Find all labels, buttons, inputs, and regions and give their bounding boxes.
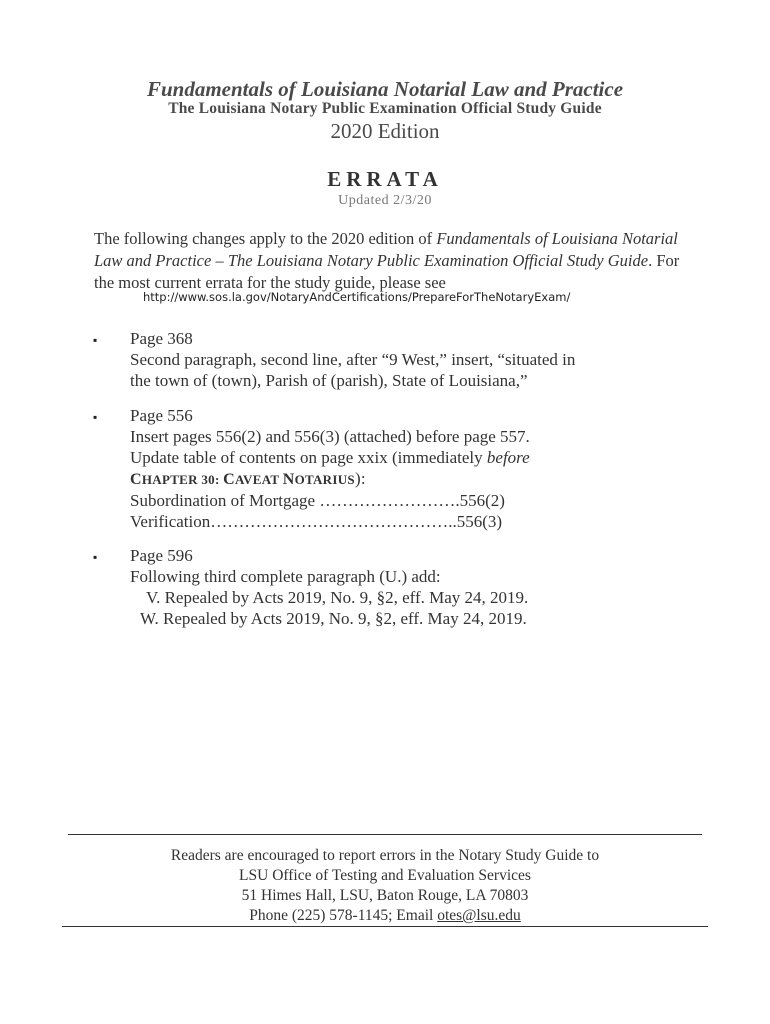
item-line-prefix: Update table of contents on page xxix (immediately	[130, 448, 487, 467]
toc-entry: Subordination of Mortgage …………………….556(2)	[130, 491, 505, 510]
errata-item-page-596	[130, 545, 528, 629]
footer-line: Phone (225) 578-1145; Email otes@lsu.edu	[249, 907, 521, 924]
item-line: Second paragraph, second line, after “9 West,” insert, “situated in	[130, 350, 576, 369]
updated-date: Updated 2/3/20	[338, 193, 432, 208]
errata-item-page-556	[130, 405, 530, 532]
footer-notice	[0, 846, 770, 926]
item-page-label: Page 368	[130, 329, 193, 348]
intro-book-title: Fundamentals of Louisiana Notarial Law and Practice – The Louisiana Notary Public Examination Official Study Guide	[94, 229, 678, 270]
edition-label: 2020 Edition	[330, 119, 440, 143]
errata-url-link[interactable]: http://www.sos.la.gov/NotaryAndCertifications/PrepareForTheNotaryExam/	[143, 290, 571, 304]
chapter-heading: CHAPTER 30: CAVEAT NOTARIUS):	[130, 469, 366, 488]
bullet-icon: ▪	[93, 550, 98, 564]
intro-suffix: . For the most current errata for the study guide, please see	[94, 251, 680, 292]
footer-line: Readers are encouraged to report errors in the Notary Study Guide to	[170, 847, 600, 864]
item-line: W. Repealed by Acts 2019, No. 9, §2, eff. May 24, 2019.	[140, 609, 527, 628]
item-page-label: Page 556	[130, 406, 193, 425]
footer-divider	[68, 834, 702, 835]
footer-bottom-divider	[62, 926, 708, 927]
footer-line: LSU Office of Testing and Evaluation Services	[239, 867, 531, 884]
item-line-emphasis: before	[486, 448, 530, 467]
item-line: Insert pages 556(2) and 556(3) (attached) before page 557.	[130, 427, 530, 446]
toc-entry: Verification……………………………………..556(3)	[130, 512, 503, 531]
bullet-icon: ▪	[93, 333, 98, 347]
errata-heading: ERRATA	[327, 167, 443, 191]
document-title: Fundamentals of Louisiana Notarial Law and Practice	[146, 77, 624, 101]
item-page-label: Page 596	[130, 546, 193, 565]
item-line: V. Repealed by Acts 2019, No. 9, §2, eff. May 24, 2019.	[146, 588, 529, 607]
intro-prefix: The following changes apply to the 2020 edition of	[94, 229, 437, 248]
email-link[interactable]: otes@lsu.edu	[437, 907, 521, 924]
intro-paragraph	[94, 228, 694, 294]
item-line: Following third complete paragraph (U.) add:	[130, 567, 441, 586]
errata-item-page-368	[130, 328, 575, 391]
footer-line: 51 Himes Hall, LSU, Baton Rouge, LA 70803	[241, 887, 529, 904]
document-subtitle: The Louisiana Notary Public Examination Official Study Guide	[168, 100, 602, 117]
bullet-icon: ▪	[93, 410, 98, 424]
item-line	[130, 447, 530, 468]
item-line: the town of (town), Parish of (parish), State of Louisiana,”	[130, 371, 528, 390]
